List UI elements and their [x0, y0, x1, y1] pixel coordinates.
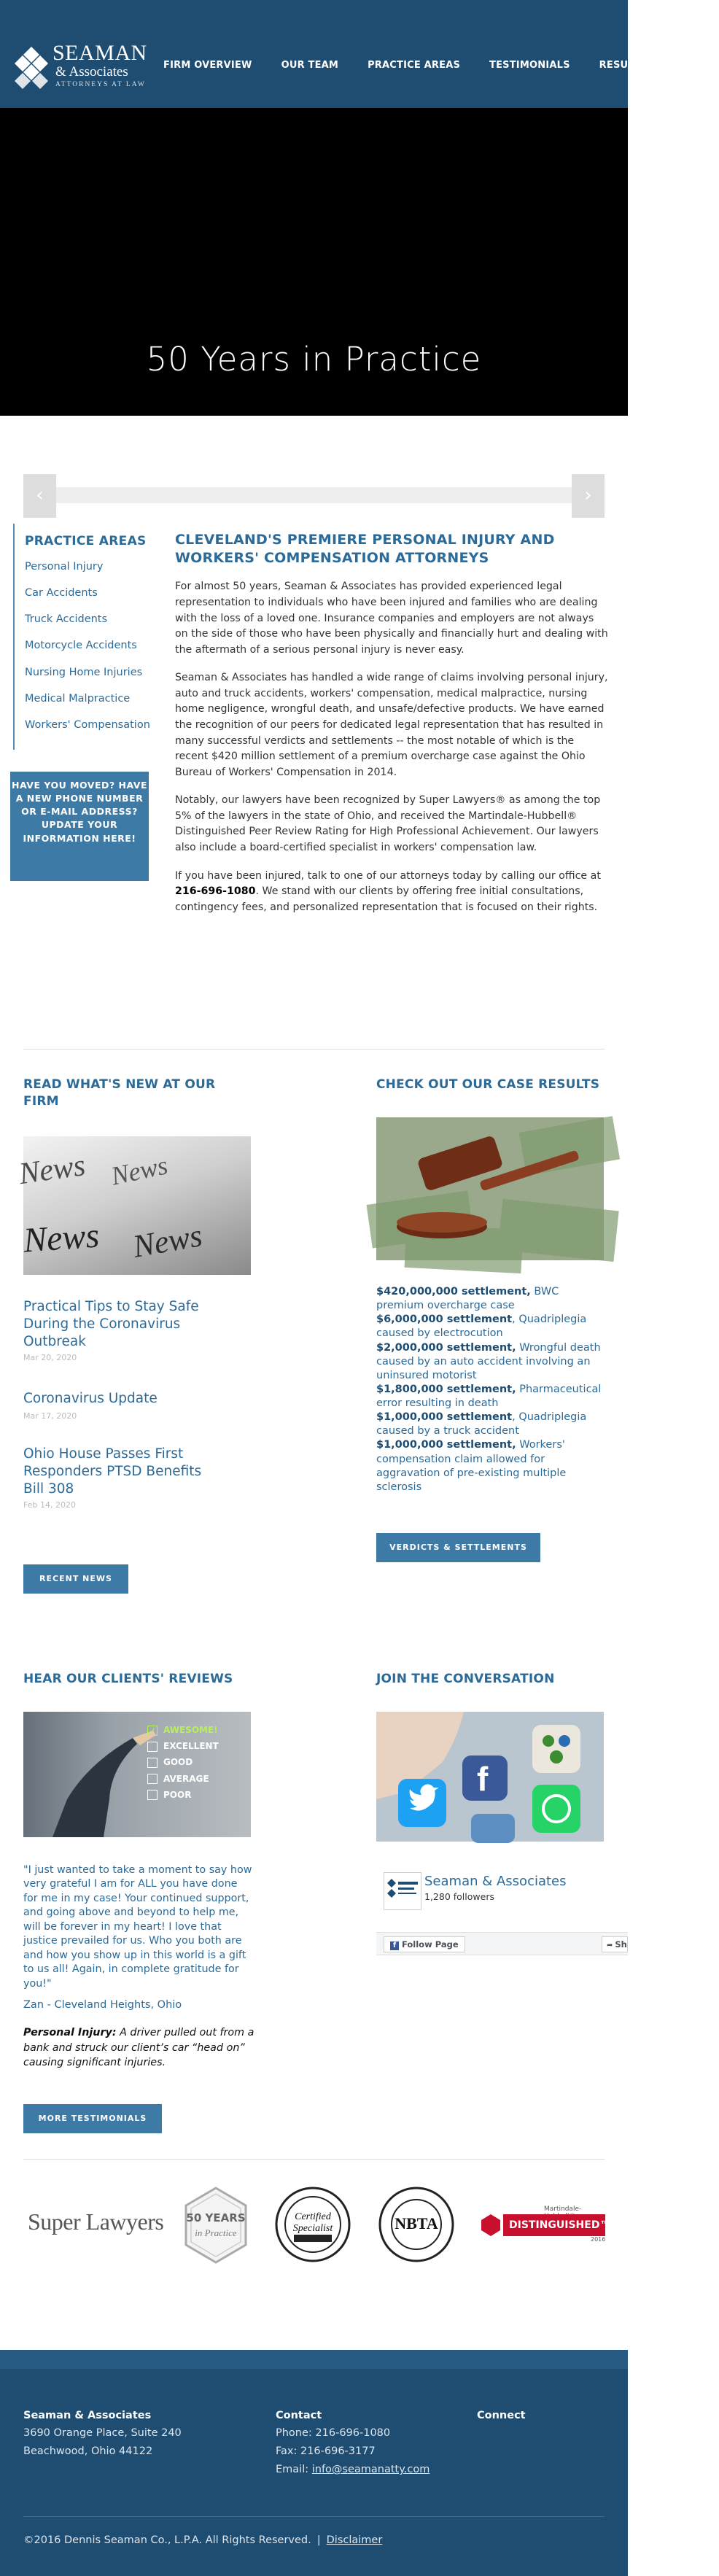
nav-practice-areas[interactable]: PRACTICE AREAS — [368, 60, 461, 71]
super-lawyers-logo[interactable]: Super Lawyers — [28, 2208, 164, 2235]
result-desc: Wrongful death caused by an auto accident involving an uninsured motorist — [376, 1341, 601, 1381]
main-heading: CLEVELAND'S PREMIERE PERSONAL INJURY AND WORKERS' COMPENSATION ATTORNEYS — [175, 532, 555, 566]
experience-paragraph: Seaman & Associates has handled a wide range of claims involving personal injury, auto and truck accidents, workers' compensation, medical malpractice, nursing home negligence, wrongful death, and unsafe/defective products. We have earned the recognition of our peers for dedicated legal representation that has resulted in many successful verdicts and settlements -- the most notable of which is the recent $420 million settlement of a premium overcharge case against the Ohio Bureau of Workers' Compensation in 2014. — [175, 672, 608, 778]
footer-contact-title: Contact — [276, 2410, 322, 2421]
phone-number[interactable]: 216-696-1080 — [175, 885, 256, 898]
practice-area-car-accidents[interactable]: Car Accidents — [25, 587, 98, 600]
fifty-years-bottom: in Practice — [195, 2227, 237, 2238]
facebook-page-logo[interactable] — [384, 1872, 421, 1910]
footer-address-line2: Beachwood, Ohio 44122 — [23, 2445, 153, 2458]
sidebar-rule — [13, 524, 15, 750]
share-icon: ➦ — [607, 1941, 613, 1950]
nav-news[interactable]: NE — [675, 60, 691, 71]
social-phone-image — [376, 1712, 604, 1842]
rating-label-text: AVERAGE — [163, 1773, 209, 1784]
news-word-4: News — [130, 1217, 205, 1265]
rating-label-text: AWESOME! — [163, 1725, 218, 1735]
martindale-shield-icon — [481, 2214, 500, 2236]
result-amount: $2,000,000 settlement, — [376, 1341, 516, 1354]
firm-logo[interactable] — [15, 42, 153, 93]
nbta-seal — [378, 2187, 454, 2262]
fifty-years-top: 50 YEARS — [186, 2211, 246, 2224]
facebook-followers: 1,280 followers — [424, 1891, 494, 1902]
footer-connect — [477, 2408, 526, 2424]
nav-our-team[interactable]: OUR TEAM — [281, 60, 339, 71]
client-quote: "I just wanted to take a moment to say how very grateful I am for ALL you have done for me in my case! Your continued support, and going above and beyond to help me, will be forever in my heart! I love that justice prevailed for us. Who you both are and how you show up in this world is a gift to us all! Again, in complete gratitude for you!" — [23, 1864, 252, 1990]
result-desc: , Quadriplegia caused by a truck accident — [376, 1411, 587, 1438]
results-section-title: CHECK OUT OUR CASE RESULTS — [376, 1077, 600, 1092]
footer-phone[interactable]: Phone: 216-696-1080 — [276, 2427, 391, 2440]
result-item — [376, 1313, 604, 1341]
diamond-logo-icon — [15, 47, 48, 89]
news-section-title: READ WHAT'S NEW AT OUR FIRM — [23, 1077, 216, 1109]
intro-paragraph: For almost 50 years, Seaman & Associates has provided experienced legal representation to individuals who have been injured and families who are dealing with the loss of a loved one. Insurance companies and employers are not always on the side of those who have been physically and financially hurt and dealing with the aftermath of a serious personal injury is never easy. — [175, 581, 608, 656]
recognition-paragraph: Notably, our lawyers have been recognized by Super Lawyers® as among the top 5% of the lawyers in the state of Ohio, and received the Martindale-Hubbell® Distinguished Peer Review Rating for High Professional Achievement. Our lawyers also include a board-certified specialist in workers' compensation law. — [175, 794, 601, 854]
footer-email-link[interactable]: info@seamanatty.com — [311, 2464, 430, 2476]
rating-label — [147, 1787, 242, 1803]
contact-paragraph — [175, 869, 610, 916]
news-word-1: News — [17, 1148, 88, 1192]
logo-tagline: ATTORNEYS AT LAW — [55, 81, 146, 88]
footer-contact — [276, 2408, 430, 2479]
certified-top: Certified — [295, 2211, 331, 2222]
case-results-list — [376, 1285, 604, 1494]
rating-scale — [147, 1722, 242, 1803]
copyright-separator: | — [316, 2534, 321, 2546]
site-footer — [0, 2350, 628, 2576]
news-post-title[interactable]: Ohio House Passes First Responders PTSD Benefits Bill 308 — [23, 1446, 202, 1497]
footer-band — [0, 2350, 628, 2369]
follow-label: Follow Page — [402, 1939, 459, 1950]
martindale-small: Martindale- — [544, 2205, 582, 2213]
contact-text-post: . We stand with our clients by offering free initial consultations, contingency fees, and personalized representation that is focused on their rights. — [175, 885, 598, 913]
facebook-follow-button[interactable] — [384, 1936, 465, 1952]
news-word-2: News — [108, 1150, 171, 1191]
nav-firm-overview[interactable]: FIRM OVERVIEW — [163, 60, 252, 71]
footer-address-line1: 3690 Orange Place, Suite 240 — [23, 2427, 182, 2440]
result-desc: Workers' compensation claim allowed for aggravation of pre-existing multiple sclerosis — [376, 1439, 567, 1493]
recent-news-button[interactable]: RECENT NEWS — [23, 1564, 128, 1594]
result-amount: $1,000,000 settlement — [376, 1411, 513, 1424]
divider — [23, 1049, 605, 1050]
quote-author: Zan - Cleveland Heights, Ohio — [23, 1999, 182, 2011]
rating-label-text: EXCELLENT — [163, 1741, 219, 1752]
facebook-widget — [376, 1865, 628, 1952]
practice-areas-list — [25, 560, 150, 732]
nbta-text: NBTA — [395, 2214, 438, 2232]
footer-fax: Fax: 216-696-3177 — [276, 2445, 376, 2458]
rating-label — [147, 1754, 242, 1770]
certified-specialist-seal — [275, 2187, 351, 2262]
chevron-right-icon[interactable]: › — [572, 474, 605, 518]
practice-area-medical-malpractice[interactable]: Medical Malpractice — [25, 692, 131, 705]
divider — [23, 2159, 605, 2160]
copyright-text: ©2016 Dennis Seaman Co., L.P.A. All Rights Reserved. — [23, 2534, 311, 2546]
gavel-image — [376, 1117, 604, 1260]
fifty-years-badge-icon — [180, 2187, 252, 2264]
martindale-year: 2016 — [591, 2236, 606, 2243]
news-word-3: News — [22, 1216, 101, 1260]
case-note-text: A driver pulled out from a bank and struck our client’s car “head on” causing significant injuries. — [23, 2027, 254, 2069]
result-item — [376, 1438, 604, 1494]
facebook-action-bar — [376, 1932, 628, 1955]
facebook-share-button[interactable] — [602, 1936, 628, 1952]
result-desc: , Quadriplegia caused by electrocution — [376, 1314, 587, 1340]
mini-diamond-logo-icon — [384, 1873, 421, 1909]
site-header — [0, 0, 691, 108]
hero-title: 50 Years in Practice — [146, 340, 482, 379]
footer-address — [23, 2408, 182, 2461]
martindale-main: DISTINGUISHED™ — [503, 2214, 605, 2236]
practice-area-workers-comp[interactable]: Workers' Compensation — [25, 718, 150, 731]
logo-associates: & Associates — [55, 64, 128, 79]
result-amount: $6,000,000 settlement — [376, 1314, 513, 1326]
rating-label — [147, 1738, 242, 1754]
social-apps-icon — [376, 1712, 604, 1842]
fifty-years-badge — [180, 2187, 252, 2264]
result-item — [376, 1411, 604, 1438]
news-post-title[interactable]: Practical Tips to Stay Safe During the Coronavirus Outbreak — [23, 1299, 199, 1350]
hero-banner — [0, 108, 628, 416]
result-desc: BWC premium overcharge case — [376, 1286, 559, 1312]
verdicts-settlements-button[interactable]: VERDICTS & SETTLEMENTS — [376, 1533, 540, 1562]
reviews-section-title: HEAR OUR CLIENTS' REVIEWS — [23, 1672, 233, 1686]
practice-areas-sidebar — [13, 524, 150, 745]
result-desc: Pharmaceutical error resulting in death — [376, 1383, 602, 1409]
share-label: Sh — [615, 1939, 627, 1950]
update-info-button[interactable]: HAVE YOU MOVED? HAVE A NEW PHONE NUMBER OR E-MAIL ADDRESS? UPDATE YOUR INFORMATION HERE! — [10, 772, 149, 881]
nav-results[interactable]: RESULTS — [599, 60, 647, 71]
svg-text:f: f — [477, 1760, 489, 1798]
disclaimer-link[interactable]: Disclaimer — [326, 2534, 383, 2546]
rating-label-text: GOOD — [163, 1757, 193, 1768]
more-testimonials-button[interactable]: MORE TESTIMONIALS — [23, 2104, 162, 2133]
footer-email-label: Email: — [276, 2464, 312, 2476]
news-post-date: Mar 20, 2020 — [23, 1353, 77, 1362]
case-note-label: Personal Injury: — [23, 2027, 117, 2038]
martindale-badge — [481, 2205, 610, 2243]
chevron-left-icon[interactable]: ‹ — [23, 474, 56, 518]
news-image — [17, 1136, 251, 1275]
facebook-icon: f — [390, 1941, 399, 1950]
contact-text-pre: If you have been injured, talk to one of our attorneys today by calling our office at — [175, 869, 601, 882]
case-note — [23, 2025, 257, 2071]
gavel-icon — [376, 1117, 604, 1260]
social-section-title: JOIN THE CONVERSATION — [376, 1672, 555, 1686]
result-amount: $1,000,000 settlement, — [376, 1439, 516, 1451]
facebook-page-name[interactable]: Seaman & Associates — [424, 1874, 567, 1889]
footer-copyright — [23, 2516, 605, 2546]
certified-bottom: Specialist — [292, 2223, 333, 2234]
practice-area-motorcycle-accidents[interactable]: Motorcycle Accidents — [25, 640, 137, 652]
slider-track — [56, 487, 572, 503]
sidebar-title: PRACTICE AREAS — [25, 534, 147, 548]
practice-area-personal-injury[interactable]: Personal Injury — [25, 561, 104, 573]
badge-logos-row — [23, 2187, 610, 2267]
rating-label — [147, 1771, 242, 1787]
news-post-date: Feb 14, 2020 — [23, 1500, 76, 1510]
result-item — [376, 1383, 604, 1411]
practice-area-nursing-home[interactable]: Nursing Home Injuries — [25, 666, 143, 678]
main-content — [175, 531, 610, 915]
review-rating-image — [23, 1712, 251, 1837]
testimonial-slider — [23, 474, 605, 518]
rating-label-text: POOR — [163, 1789, 192, 1800]
rating-label: ✓ AWESOME! — [148, 1725, 218, 1736]
main-nav — [163, 60, 719, 71]
practice-area-truck-accidents[interactable]: Truck Accidents — [25, 613, 108, 626]
result-amount: $420,000,000 settlement, — [376, 1286, 531, 1297]
news-post-title[interactable]: Coronavirus Update — [23, 1391, 158, 1406]
footer-connect-title: Connect — [477, 2410, 526, 2421]
result-item — [376, 1341, 604, 1383]
footer-email-row — [276, 2461, 430, 2479]
result-amount: $1,800,000 settlement, — [376, 1383, 516, 1395]
footer-firm-name: Seaman & Associates — [23, 2410, 152, 2421]
result-item — [376, 1285, 604, 1313]
news-post-date: Mar 17, 2020 — [23, 1411, 77, 1421]
nav-testimonials[interactable]: TESTIMONIALS — [489, 60, 570, 71]
logo-name: SEAMAN — [53, 41, 147, 65]
